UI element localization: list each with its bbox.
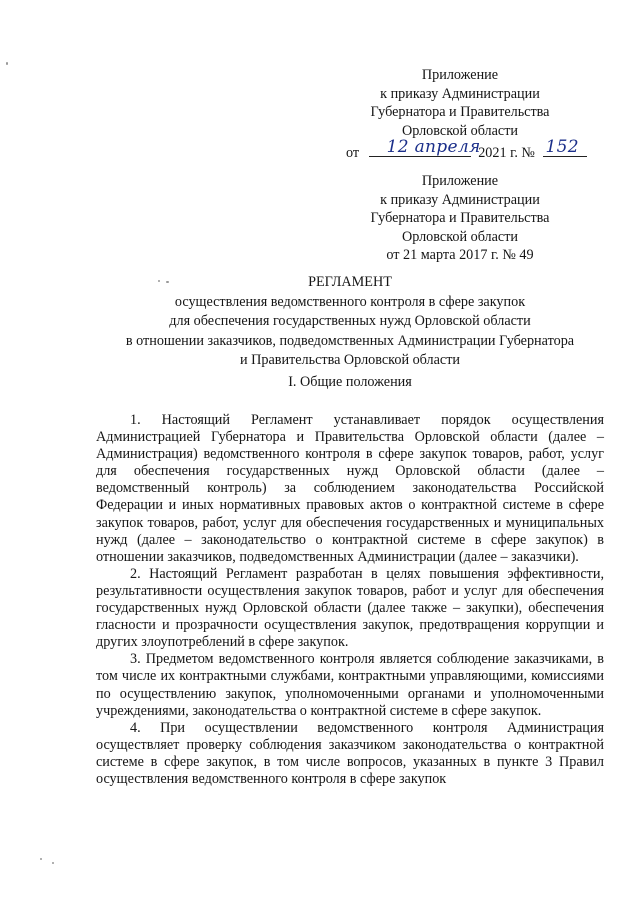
date-prefix: от	[346, 145, 360, 162]
title-line: для обеспечения государственных нужд Орловской области	[169, 313, 531, 329]
title-line: осуществления ведомственного контроля в сфере закупок	[174, 293, 526, 310]
appendix-label: Приложение	[421, 67, 499, 83]
scan-speck	[52, 862, 54, 864]
appendix-original	[330, 172, 590, 265]
paragraph-3: 3. Предметом ведомственного контроля является соблюдение заказчиками, в том числе их контрактными службами, контрактными управляющими, комиссиями по осуществлению закупок, уполномоченными органами и уполномоченными учреждениями, законодательства о контрактной системе в сфере закупок.	[96, 651, 604, 719]
paragraph-2: 2. Настоящий Регламент разработан в целях повышения эффективности, результативности осуществления закупок товаров, работ и услуг для обеспечения государственных нужд Орловской области (далее также – закупки), обеспечения гласности и прозрачности осуществления закупок, предотвращения коррупции и других злоупотреблений в сфере закупок.	[96, 565, 604, 651]
paragraph-4: 4. При осуществлении ведомственного контроля Администрация осуществляет проверку соблюдения заказчиком законодательства о контрактной системе в сфере закупок, в том числе вопросов, указанных в пункте 3 Правил осуществления ведомственного контроля в сфере закупок	[96, 719, 604, 787]
appendix-authority-line: Губернатора и Правительства	[370, 210, 550, 227]
section-heading: I. Общие положения	[288, 374, 412, 390]
appendix-date-line	[330, 136, 590, 163]
appendix-region-line: Орловской области	[401, 228, 519, 245]
number-field	[543, 136, 587, 157]
document-title	[80, 273, 620, 371]
scan-speck	[6, 62, 8, 65]
appendix-region-line: Орловской области	[401, 122, 519, 139]
title-line: в отношении заказчиков, подведомственных Администрации Губернатора	[125, 332, 575, 349]
scan-speck	[40, 858, 42, 860]
appendix-authority-line: Губернатора и Правительства	[370, 104, 550, 121]
body-text	[96, 412, 604, 788]
handwritten-number: 152	[545, 136, 579, 157]
date-field	[369, 136, 481, 157]
title-heading: РЕГЛАМЕНТ	[308, 274, 392, 290]
appendix-order-line: к приказу Администрации	[380, 191, 540, 208]
title-line: и Правительства Орловской области	[239, 352, 461, 368]
handwritten-date: 12 апреля	[386, 136, 481, 157]
appendix-current	[330, 66, 590, 163]
year-number-text: 2021 г. №	[478, 145, 535, 162]
appendix-label: Приложение	[421, 173, 499, 189]
appendix-order-line: к приказу Администрации	[380, 85, 540, 102]
paragraph-1: 1. Настоящий Регламент устанавливает порядок осуществления Администрацией Губернатора и Правительства Орловской области (далее – Администрация) ведомственного контроля в сфере закупок товаров, работ, услуг для обеспечения государственных нужд Орловской области (далее – ведомственный контроль) за соблюдением законодательства Российской Федерации и иных нормативных правовых актов о контрактной системе в сфере закупок товаров, работ, услуг для обеспечения государственных и муниципальных нужд (далее – законодательство о контрактной системе в сфере закупок) в отношении заказчиков, подведомственных Администрации (далее – заказчики).	[96, 412, 604, 565]
appendix-date-line: от 21 марта 2017 г. № 49	[386, 247, 534, 264]
